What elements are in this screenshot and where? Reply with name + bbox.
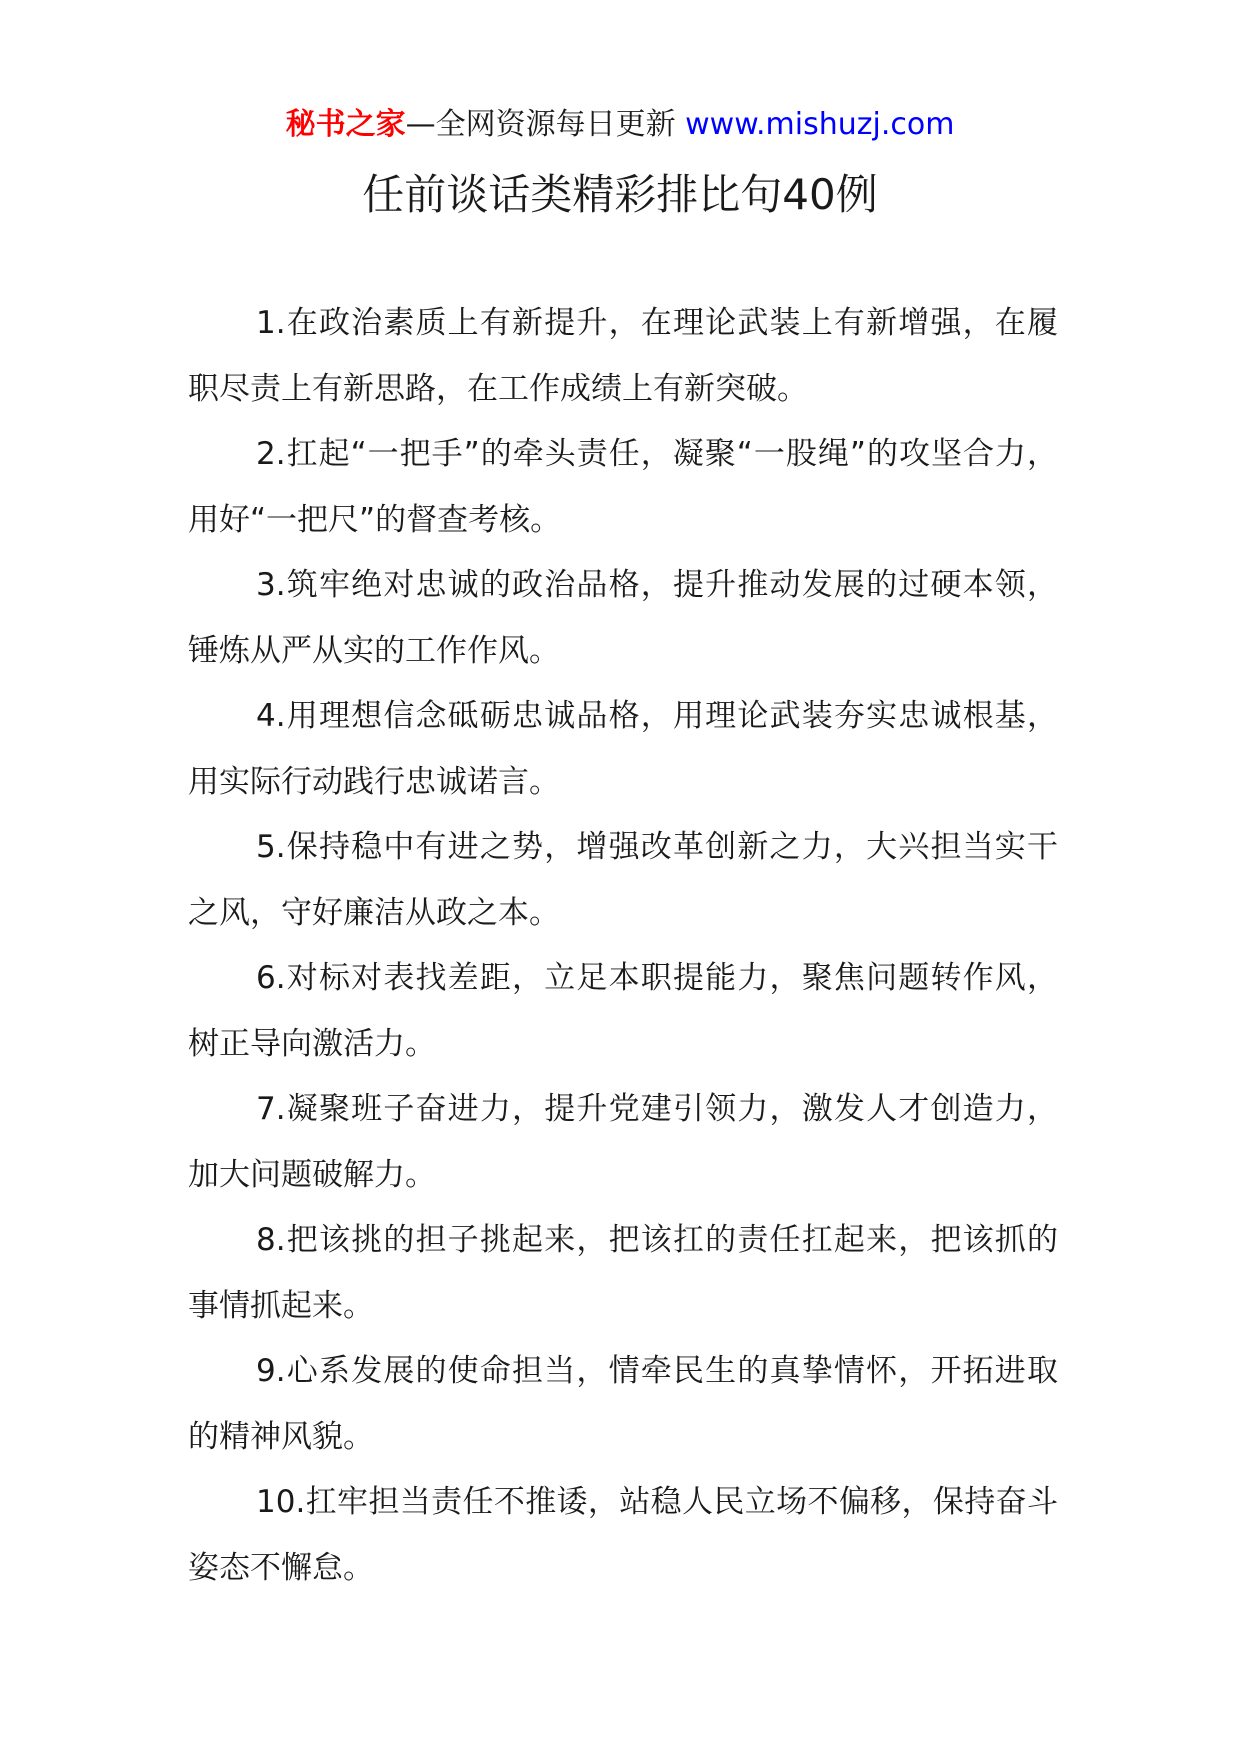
paragraph: 1.在政治素质上有新提升，在理论武装上有新增强，在履职尽责上有新思路，在工作成绩上有新突破。 — [188, 305, 1058, 407]
site-header — [0, 100, 1240, 150]
site-url-link[interactable]: www.mishuzj.com — [685, 107, 955, 142]
document-body — [188, 291, 1058, 1601]
paragraph: 6.对标对表找差距，立足本职提能力，聚焦问题转作风，树正导向激活力。 — [188, 960, 1058, 1062]
paragraph: 3.筑牢绝对忠诚的政治品格，提升推动发展的过硬本领，锤炼从严从实的工作作风。 — [188, 567, 1058, 669]
paragraph: 9.心系发展的使命担当，情牵民生的真挚情怀，开拓进取的精神风貌。 — [188, 1353, 1058, 1455]
paragraph: 4.用理想信念砥砺忠诚品格，用理论武装夯实忠诚根基，用实际行动践行忠诚诺言。 — [188, 698, 1058, 800]
paragraph: 7.凝聚班子奋进力，提升党建引领力，激发人才创造力，加大问题破解力。 — [188, 1091, 1058, 1193]
document-title: 任前谈话类精彩排比句40例 — [362, 170, 878, 219]
paragraph: 8.把该挑的担子挑起来，把该扛的责任扛起来，把该抓的事情抓起来。 — [188, 1222, 1058, 1324]
paragraph: 2.扛起“一把手”的牵头责任，凝聚“一股绳”的攻坚合力，用好“一把尺”的督查考核。 — [188, 436, 1058, 538]
brand-name: 秘书之家 — [285, 107, 406, 142]
header-tagline: —全网资源每日更新 — [405, 107, 676, 142]
paragraph: 5.保持稳中有进之势，增强改革创新之力，大兴担当实干之风，守好廉洁从政之本。 — [188, 829, 1058, 931]
paragraph: 10.扛牢担当责任不推诿，站稳人民立场不偏移，保持奋斗姿态不懈怠。 — [188, 1484, 1058, 1586]
